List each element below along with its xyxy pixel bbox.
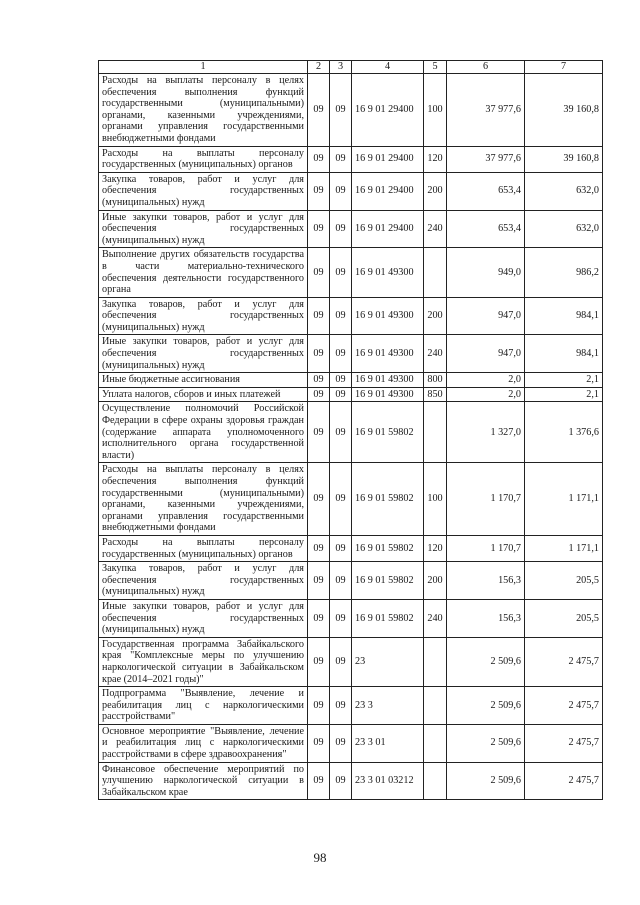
section-code-cell: 09: [308, 387, 330, 402]
amount-col6-cell: 1 170,7: [447, 535, 525, 561]
amount-col7-cell: 39 160,8: [525, 74, 603, 147]
table-row: [99, 562, 603, 600]
amount-col7-cell: 39 160,8: [525, 146, 603, 172]
expense-type-cell: [424, 724, 447, 762]
section-code-cell: 09: [308, 762, 330, 800]
section-code-cell: 09: [308, 248, 330, 297]
section-code-cell: 09: [308, 562, 330, 600]
expense-type-cell: 120: [424, 146, 447, 172]
amount-col6-cell: 2 509,6: [447, 762, 525, 800]
amount-col6-cell: 947,0: [447, 335, 525, 373]
amount-col7-cell: 1 171,1: [525, 463, 603, 536]
expense-type-cell: 100: [424, 74, 447, 147]
amount-col6-cell: 653,4: [447, 210, 525, 248]
expense-name-cell: Государственная программа Забайкальского края "Комплексные меры по улучшению наркологической ситуации в Забайкальском крае (2014–2021 годы)": [99, 637, 308, 686]
table-row: [99, 463, 603, 536]
subsection-code-cell: 09: [330, 297, 352, 335]
table-row: [99, 599, 603, 637]
amount-col6-cell: 653,4: [447, 172, 525, 210]
expense-type-cell: 200: [424, 562, 447, 600]
amount-col6-cell: 2,0: [447, 387, 525, 402]
subsection-code-cell: 09: [330, 335, 352, 373]
amount-col6-cell: 1 327,0: [447, 402, 525, 463]
section-code-cell: 09: [308, 335, 330, 373]
subsection-code-cell: 09: [330, 387, 352, 402]
column-header: 5: [424, 61, 447, 74]
table-row: [99, 387, 603, 402]
expense-type-cell: 240: [424, 599, 447, 637]
subsection-code-cell: 09: [330, 74, 352, 147]
expense-type-cell: 200: [424, 172, 447, 210]
page-number: 98: [313, 850, 327, 865]
target-article-cell: 16 9 01 49300: [352, 335, 424, 373]
expense-type-cell: [424, 762, 447, 800]
expense-name-cell: Расходы на выплаты персоналу государственных (муниципальных) органов: [99, 535, 308, 561]
section-code-cell: 09: [308, 463, 330, 536]
column-header: 1: [99, 61, 308, 74]
target-article-cell: 23: [352, 637, 424, 686]
expense-name-cell: Закупка товаров, работ и услуг для обеспечения государственных (муниципальных) нужд: [99, 297, 308, 335]
expense-type-cell: [424, 402, 447, 463]
expense-type-cell: 240: [424, 335, 447, 373]
target-article-cell: 16 9 01 49300: [352, 248, 424, 297]
subsection-code-cell: 09: [330, 373, 352, 388]
expense-name-cell: Расходы на выплаты персоналу в целях обеспечения выполнения функций государственными (муниципальными) органами, казенными учреждениями, органами управления государственными внебюджетными фондами: [99, 74, 308, 147]
target-article-cell: 16 9 01 29400: [352, 74, 424, 147]
table-row: [99, 402, 603, 463]
expense-name-cell: Закупка товаров, работ и услуг для обеспечения государственных (муниципальных) нужд: [99, 172, 308, 210]
amount-col7-cell: 2 475,7: [525, 687, 603, 725]
expense-type-cell: [424, 248, 447, 297]
expense-name-cell: Выполнение других обязательств государства в части материально-технического обеспечения деятельности государственного органа: [99, 248, 308, 297]
amount-col6-cell: 2,0: [447, 373, 525, 388]
expense-type-cell: [424, 687, 447, 725]
amount-col7-cell: 1 171,1: [525, 535, 603, 561]
amount-col7-cell: 1 376,6: [525, 402, 603, 463]
column-header: 6: [447, 61, 525, 74]
table-row: [99, 335, 603, 373]
amount-col7-cell: 2,1: [525, 387, 603, 402]
subsection-code-cell: 09: [330, 172, 352, 210]
amount-col7-cell: 2 475,7: [525, 637, 603, 686]
subsection-code-cell: 09: [330, 248, 352, 297]
target-article-cell: 16 9 01 29400: [352, 146, 424, 172]
section-code-cell: 09: [308, 172, 330, 210]
amount-col7-cell: 984,1: [525, 297, 603, 335]
column-header: 2: [308, 61, 330, 74]
amount-col7-cell: 2 475,7: [525, 724, 603, 762]
section-code-cell: 09: [308, 535, 330, 561]
table-row: [99, 724, 603, 762]
subsection-code-cell: 09: [330, 402, 352, 463]
target-article-cell: 23 3 01: [352, 724, 424, 762]
expense-type-cell: 100: [424, 463, 447, 536]
amount-col6-cell: 2 509,6: [447, 687, 525, 725]
expense-name-cell: Финансовое обеспечение мероприятий по улучшению наркологической ситуации в Забайкальском крае: [99, 762, 308, 800]
amount-col6-cell: 37 977,6: [447, 146, 525, 172]
target-article-cell: 16 9 01 29400: [352, 172, 424, 210]
target-article-cell: 16 9 01 59802: [352, 599, 424, 637]
expense-name-cell: Осуществление полномочий Российской Федерации в сфере охраны здоровья граждан (содержание аппарата уполномоченного исполнительного органа государственной власти): [99, 402, 308, 463]
amount-col7-cell: 205,5: [525, 562, 603, 600]
target-article-cell: 16 9 01 59802: [352, 562, 424, 600]
section-code-cell: 09: [308, 210, 330, 248]
target-article-cell: 16 9 01 49300: [352, 387, 424, 402]
amount-col6-cell: 2 509,6: [447, 637, 525, 686]
budget-table: [98, 60, 603, 800]
table-row: [99, 248, 603, 297]
amount-col6-cell: 156,3: [447, 599, 525, 637]
amount-col7-cell: 984,1: [525, 335, 603, 373]
target-article-cell: 16 9 01 59802: [352, 402, 424, 463]
section-code-cell: 09: [308, 637, 330, 686]
target-article-cell: 16 9 01 49300: [352, 297, 424, 335]
target-article-cell: 16 9 01 59802: [352, 535, 424, 561]
table-row: [99, 74, 603, 147]
column-header: 3: [330, 61, 352, 74]
expense-name-cell: Расходы на выплаты персоналу государственных (муниципальных) органов: [99, 146, 308, 172]
table-row: [99, 297, 603, 335]
column-header: 4: [352, 61, 424, 74]
target-article-cell: 23 3 01 03212: [352, 762, 424, 800]
expense-name-cell: Закупка товаров, работ и услуг для обеспечения государственных (муниципальных) нужд: [99, 562, 308, 600]
target-article-cell: 16 9 01 49300: [352, 373, 424, 388]
expense-name-cell: Уплата налогов, сборов и иных платежей: [99, 387, 308, 402]
section-code-cell: 09: [308, 402, 330, 463]
table-row: [99, 762, 603, 800]
target-article-cell: 16 9 01 29400: [352, 210, 424, 248]
section-code-cell: 09: [308, 74, 330, 147]
expense-name-cell: Иные закупки товаров, работ и услуг для обеспечения государственных (муниципальных) нужд: [99, 599, 308, 637]
amount-col7-cell: 205,5: [525, 599, 603, 637]
expense-name-cell: Иные бюджетные ассигнования: [99, 373, 308, 388]
amount-col6-cell: 949,0: [447, 248, 525, 297]
table-row: [99, 146, 603, 172]
subsection-code-cell: 09: [330, 762, 352, 800]
subsection-code-cell: 09: [330, 562, 352, 600]
expense-type-cell: 850: [424, 387, 447, 402]
expense-name-cell: Иные закупки товаров, работ и услуг для обеспечения государственных (муниципальных) нужд: [99, 210, 308, 248]
table-header-row: [99, 61, 603, 74]
section-code-cell: 09: [308, 599, 330, 637]
subsection-code-cell: 09: [330, 687, 352, 725]
table-row: [99, 535, 603, 561]
subsection-code-cell: 09: [330, 210, 352, 248]
amount-col6-cell: 156,3: [447, 562, 525, 600]
subsection-code-cell: 09: [330, 599, 352, 637]
table-row: [99, 172, 603, 210]
amount-col7-cell: 632,0: [525, 210, 603, 248]
amount-col6-cell: 37 977,6: [447, 74, 525, 147]
target-article-cell: 23 3: [352, 687, 424, 725]
expense-name-cell: Расходы на выплаты персоналу в целях обеспечения выполнения функций государственными (муниципальными) органами, казенными учреждениями, органами управления государственными внебюджетными фондами: [99, 463, 308, 536]
amount-col6-cell: 2 509,6: [447, 724, 525, 762]
subsection-code-cell: 09: [330, 146, 352, 172]
amount-col7-cell: 986,2: [525, 248, 603, 297]
amount-col6-cell: 947,0: [447, 297, 525, 335]
subsection-code-cell: 09: [330, 724, 352, 762]
subsection-code-cell: 09: [330, 637, 352, 686]
expense-type-cell: 200: [424, 297, 447, 335]
subsection-code-cell: 09: [330, 535, 352, 561]
table-row: [99, 637, 603, 686]
section-code-cell: 09: [308, 373, 330, 388]
table-body: [99, 74, 603, 800]
amount-col6-cell: 1 170,7: [447, 463, 525, 536]
section-code-cell: 09: [308, 687, 330, 725]
expense-type-cell: 120: [424, 535, 447, 561]
amount-col7-cell: 632,0: [525, 172, 603, 210]
section-code-cell: 09: [308, 146, 330, 172]
target-article-cell: 16 9 01 59802: [352, 463, 424, 536]
column-header: 7: [525, 61, 603, 74]
section-code-cell: 09: [308, 724, 330, 762]
subsection-code-cell: 09: [330, 463, 352, 536]
expense-name-cell: Иные закупки товаров, работ и услуг для обеспечения государственных (муниципальных) нужд: [99, 335, 308, 373]
table-row: [99, 210, 603, 248]
table-row: [99, 687, 603, 725]
amount-col7-cell: 2 475,7: [525, 762, 603, 800]
amount-col7-cell: 2,1: [525, 373, 603, 388]
expense-type-cell: 240: [424, 210, 447, 248]
expense-name-cell: Основное мероприятие "Выявление, лечение и реабилитация лиц с наркологическими расстройствами в сфере здравоохранения": [99, 724, 308, 762]
expense-type-cell: 800: [424, 373, 447, 388]
expense-name-cell: Подпрограмма "Выявление, лечение и реабилитация лиц с наркологическими расстройствами": [99, 687, 308, 725]
expense-type-cell: [424, 637, 447, 686]
section-code-cell: 09: [308, 297, 330, 335]
table-row: [99, 373, 603, 388]
